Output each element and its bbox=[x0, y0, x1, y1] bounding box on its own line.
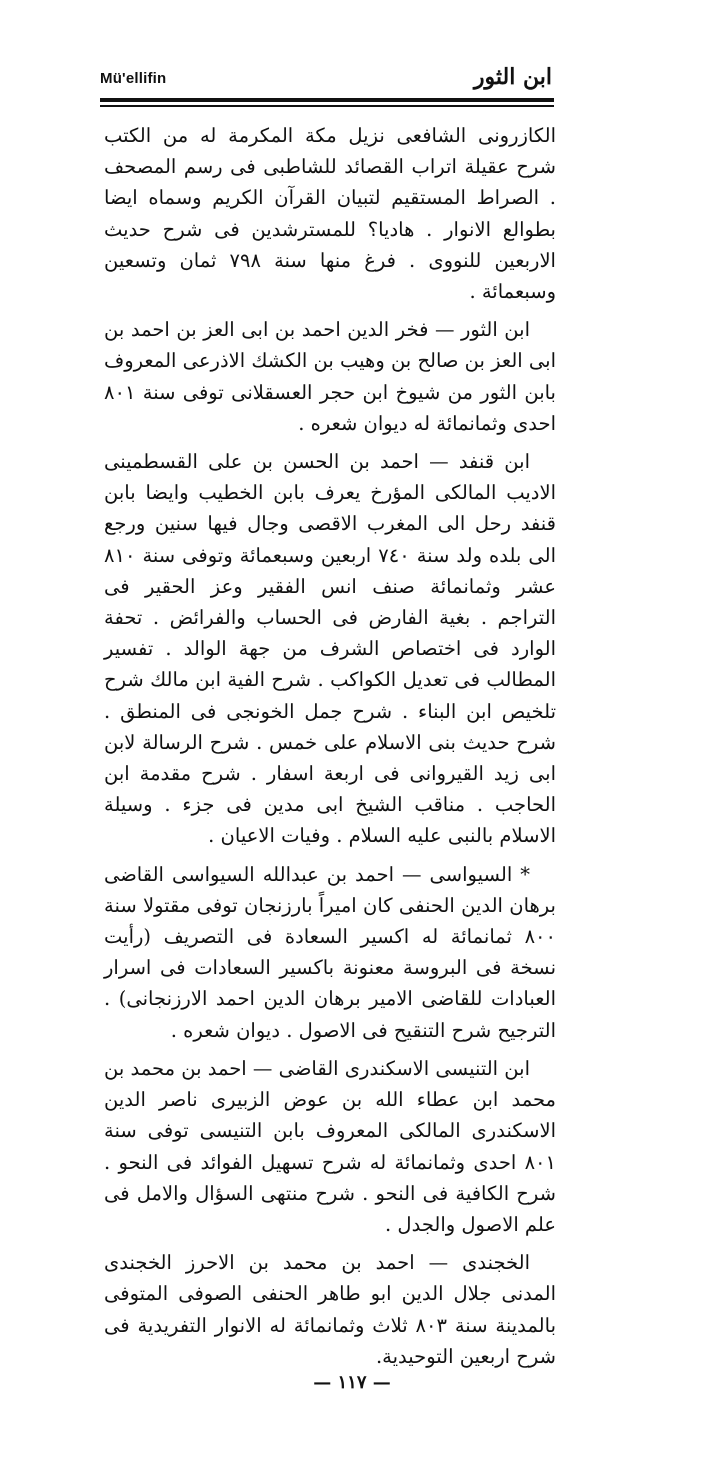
entries-text-block bbox=[104, 120, 556, 1379]
entry-paragraph: ابن الثور — فخر الدين احمد بن ابى العز بن احمد بن ابى العز بن صالح بن وهيب بن الكشك الاذرعى المعروف بابن الثور من شيوخ ابن حجر العسقلانى توفى سنة ٨٠١ احدى وثمانمائة له ديوان شعره . bbox=[104, 318, 556, 435]
entry-paragraph: الخجندى — احمد بن محمد بن الاحرز الخجندى المدنى جلال الدين ابو طاهر الحنفى الصوفى المتوفى بالمدينة سنة ٨٠٣ ثلاث وثمانمائة له الانوار التفريدية فى شرح اربعين التوحيدية. bbox=[104, 1251, 556, 1368]
entry-paragraph: * السيواسى — احمد بن عبدالله السيواسى القاضى برهان الدين الحنفى كان اميراً بارزنجان توفى مقتولا سنة ٨٠٠ ثمانمائة له اكسير السعادة فى التصريف (رأيت نسخة فى البروسة معنونة باكسير السعادات فى اسرار العبادات للقاضى الامير برهان الدين احمد الارزنجانى) . الترجيح شرح التنقيح فى الاصول . ديوان شعره . bbox=[104, 862, 556, 1042]
header-arabic-title: ابن الثور bbox=[473, 64, 552, 90]
header-latin-title: Mü'ellifin bbox=[100, 70, 167, 87]
header-rule-thick bbox=[100, 98, 554, 102]
page-number: — ١١٧ — bbox=[313, 1372, 391, 1393]
header-rule-thin bbox=[100, 105, 554, 107]
running-header bbox=[100, 62, 552, 96]
entry-paragraph: ابن التنيسى الاسكندرى القاضى — احمد بن محمد بن محمد ابن عطاء الله بن عوض الزبيرى ناصر الدين الاسكندرى المالكى المعروف بابن التنيسى توفى سنة ٨٠١ احدى وثمانمائة له شرح تسهيل الفوائد فى النحو . شرح الكافية فى النحو . شرح منتهى السؤال والامل فى علم الاصول والجدل . bbox=[104, 1056, 556, 1236]
entry-paragraph: الكازرونى الشافعى نزيل مكة المكرمة له من الكتب شرح عقيلة اتراب القصائد للشاطبى فى رسم المصحف . الصراط المستقيم لتبيان القرآن الكريم وسماه ايضا بطوالع الانوار . هاديا؟ للمسترشدين فى شرح حديث الاربعين للنووى . فرغ منها سنة ٧٩٨ ثمان وتسعين وسبعمائة . bbox=[104, 124, 556, 304]
entry-paragraph: ابن قنفد — احمد بن الحسن بن على القسطمينى الاديب المالكى المؤرخ يعرف بابن الخطيب وايضا بابن قنفد رحل الى المغرب الاقصى وجال فيها سنين ورجع الى بلده ولد سنة ٧٤٠ اربعين وسبعمائة وتوفى سنة ٨١٠ عشر وثمانمائة صنف انس الفقير وعز الحقير فى التراجم . بغية الفارض فى الحساب والفرائض . تحفة الوارد فى اختصاص الشرف من جهة الوالد . تفسير المطالب فى تعديل الكواكب . شرح الفية ابن مالك شرح تلخيص ابن البناء . شرح جمل الخونجى فى المنطق . شرح حديث بنى الاسلام على خمس . شرح الرسالة لابن ابى زيد القيروانى فى اربعة اسفار . شرح مقدمة ابن الحاجب . مناقب الشيخ ابى مدين فى جزء . وسيلة الاسلام بالنبى عليه السلام . وفيات الاعيان . bbox=[104, 450, 556, 848]
